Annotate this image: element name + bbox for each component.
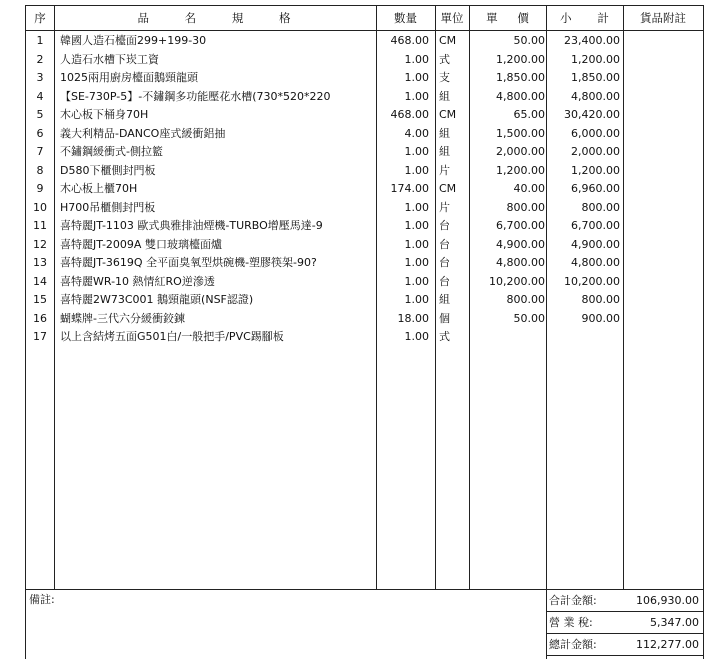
row-price: 10,200.00	[489, 274, 545, 288]
table-row	[26, 217, 703, 236]
row-price: 1,200.00	[496, 52, 545, 66]
row-unit: 支	[439, 71, 450, 84]
row-unit: CM	[439, 108, 457, 121]
footer-row-divider	[546, 655, 703, 656]
row-price: 800.00	[506, 200, 545, 214]
row-subtotal: 4,800.00	[571, 256, 620, 269]
remarks-label: 備註:	[29, 593, 55, 606]
row-unit: 台	[439, 274, 450, 288]
row-qty: 1.00	[404, 237, 429, 251]
row-name: 1025兩用廚房檯面鵝頸龍頭	[60, 71, 198, 84]
row-seq: 5	[36, 108, 44, 121]
row-qty: 1.00	[404, 145, 429, 158]
table-row	[26, 106, 703, 125]
row-seq: 9	[36, 182, 44, 195]
row-seq: 1	[36, 34, 44, 47]
row-unit: 組	[439, 145, 450, 158]
header-name: 品 名 規 格	[137, 11, 293, 25]
row-qty: 18.00	[397, 311, 429, 325]
row-qty: 1.00	[404, 219, 429, 232]
row-subtotal: 6,000.00	[571, 126, 620, 140]
table-row	[26, 88, 703, 107]
header-qty: 數量	[394, 11, 417, 25]
row-seq: 10	[33, 200, 47, 214]
row-price: 4,800.00	[496, 89, 545, 103]
row-price: 6,700.00	[496, 219, 545, 232]
row-name: 韓國人造石檯面299+199-30	[60, 34, 207, 47]
row-price: 50.00	[513, 34, 545, 47]
row-unit: 式	[439, 330, 450, 343]
row-seq: 12	[33, 237, 47, 251]
header-subtotal: 小 計	[560, 11, 609, 25]
row-price: 4,800.00	[496, 256, 545, 269]
row-unit: 組	[439, 293, 450, 306]
table-row	[26, 291, 703, 310]
row-unit: 台	[439, 219, 450, 232]
table-row	[26, 180, 703, 199]
row-name: 不鏽鋼緩衝式-側拉籃	[60, 145, 163, 158]
row-price: 4,900.00	[496, 237, 545, 251]
row-seq: 4	[36, 89, 44, 103]
header-seq: 序	[34, 11, 46, 25]
row-name: H700吊櫃側封門板	[60, 200, 156, 214]
table-row	[26, 236, 703, 255]
row-unit: 片	[439, 163, 450, 177]
row-subtotal: 800.00	[581, 200, 620, 214]
row-unit: 個	[439, 311, 450, 325]
row-name: 喜特麗JT-3619Q 全平面臭氧型烘碗機-塑膠筷架-90?	[60, 256, 317, 269]
row-name: 喜特麗2W73C001 鵝頸龍頭(NSF認證)	[60, 293, 254, 306]
grand-total-label: 總計金額:	[549, 638, 597, 651]
row-unit: 式	[439, 52, 450, 66]
footer-row-divider	[546, 633, 703, 634]
row-price: 800.00	[506, 293, 545, 306]
row-unit: 組	[439, 89, 450, 103]
table-row	[26, 51, 703, 70]
row-subtotal: 6,960.00	[571, 182, 620, 195]
row-unit: 台	[439, 256, 450, 269]
row-unit: 組	[439, 126, 450, 140]
row-qty: 1.00	[404, 274, 429, 288]
table-row	[26, 32, 703, 51]
row-seq: 14	[33, 274, 47, 288]
item-rows	[26, 32, 703, 347]
row-qty: 1.00	[404, 330, 429, 343]
total-value: 106,930.00	[636, 594, 699, 607]
row-qty: 1.00	[404, 89, 429, 103]
row-name: 喜特麗JT-1103 歐式典雅排油煙機-TURBO增壓馬達-9	[60, 219, 323, 232]
row-subtotal: 23,400.00	[564, 34, 620, 47]
table-row	[26, 273, 703, 292]
row-qty: 4.00	[404, 126, 429, 140]
table-row	[26, 310, 703, 329]
row-qty: 1.00	[404, 293, 429, 306]
row-name: 蝴蝶牌-三代六分緩衝鉸鍊	[60, 311, 185, 325]
total-label: 合計金額:	[549, 594, 597, 607]
row-qty: 1.00	[404, 200, 429, 214]
header-unit: 單位	[440, 11, 464, 25]
row-subtotal: 2,000.00	[571, 145, 620, 158]
row-subtotal: 4,900.00	[571, 237, 620, 251]
row-seq: 11	[33, 219, 47, 232]
table-row	[26, 69, 703, 88]
row-qty: 1.00	[404, 52, 429, 66]
row-seq: 15	[33, 293, 47, 306]
header-divider	[26, 30, 703, 31]
row-name: 【SE-730P-5】-不鏽鋼多功能壓花水槽(730*520*220	[60, 89, 331, 103]
row-subtotal: 30,420.00	[564, 108, 620, 121]
row-qty: 174.00	[390, 182, 429, 195]
table-row	[26, 125, 703, 144]
row-seq: 8	[36, 163, 44, 177]
grand-total-value: 112,277.00	[636, 638, 699, 651]
row-subtotal: 6,700.00	[571, 219, 620, 232]
footer-divider	[26, 589, 703, 590]
row-subtotal: 900.00	[581, 311, 620, 325]
row-name: 人造石水槽下崁工資	[60, 52, 159, 66]
row-subtotal: 1,200.00	[571, 163, 620, 177]
tax-label: 營 業 稅:	[549, 616, 593, 629]
tax-value: 5,347.00	[650, 616, 699, 629]
quotation-table	[25, 5, 704, 659]
row-subtotal: 10,200.00	[564, 274, 620, 288]
row-price: 50.00	[513, 311, 545, 325]
row-subtotal: 1,850.00	[571, 71, 620, 84]
row-price: 1,500.00	[496, 126, 545, 140]
row-unit: CM	[439, 182, 457, 195]
row-name: 木心板下桶身70H	[60, 108, 149, 121]
row-unit: 台	[439, 237, 450, 251]
row-name: 以上含結烤五面G501白/一般把手/PVC踢腳板	[60, 330, 284, 343]
row-seq: 17	[33, 330, 47, 343]
row-price: 40.00	[513, 182, 545, 195]
row-name: 義大利精品-DANCO座式緩衝鋁抽	[60, 126, 226, 140]
row-subtotal: 1,200.00	[571, 52, 620, 66]
header-price: 單 價	[486, 11, 529, 25]
row-qty: 1.00	[404, 163, 429, 177]
row-seq: 3	[36, 71, 44, 84]
table-row	[26, 328, 703, 347]
row-unit: CM	[439, 34, 457, 47]
row-qty: 1.00	[404, 71, 429, 84]
row-subtotal: 800.00	[581, 293, 620, 306]
header-notes: 貨品附註	[640, 11, 686, 25]
row-name: 木心板上櫃70H	[60, 182, 138, 195]
row-unit: 片	[439, 200, 450, 214]
row-qty: 468.00	[390, 108, 429, 121]
row-subtotal: 4,800.00	[571, 89, 620, 103]
table-row	[26, 254, 703, 273]
row-seq: 7	[36, 145, 44, 158]
row-seq: 2	[36, 52, 44, 66]
row-name: 喜特麗JT-2009A 雙口玻璃檯面爐	[60, 237, 222, 251]
row-qty: 468.00	[390, 34, 429, 47]
row-price: 1,200.00	[496, 163, 545, 177]
row-seq: 13	[33, 256, 47, 269]
row-price: 1,850.00	[496, 71, 545, 84]
row-name: D580下櫃側封門板	[60, 163, 156, 177]
row-name: 喜特麗WR-10 熱情紅RO逆滲透	[60, 274, 215, 288]
row-price: 65.00	[513, 108, 545, 121]
table-row	[26, 143, 703, 162]
row-price: 2,000.00	[496, 145, 545, 158]
table-row	[26, 162, 703, 181]
row-seq: 6	[36, 126, 44, 140]
footer-row-divider	[546, 611, 703, 612]
row-qty: 1.00	[404, 256, 429, 269]
table-row	[26, 199, 703, 218]
row-seq: 16	[33, 311, 47, 325]
